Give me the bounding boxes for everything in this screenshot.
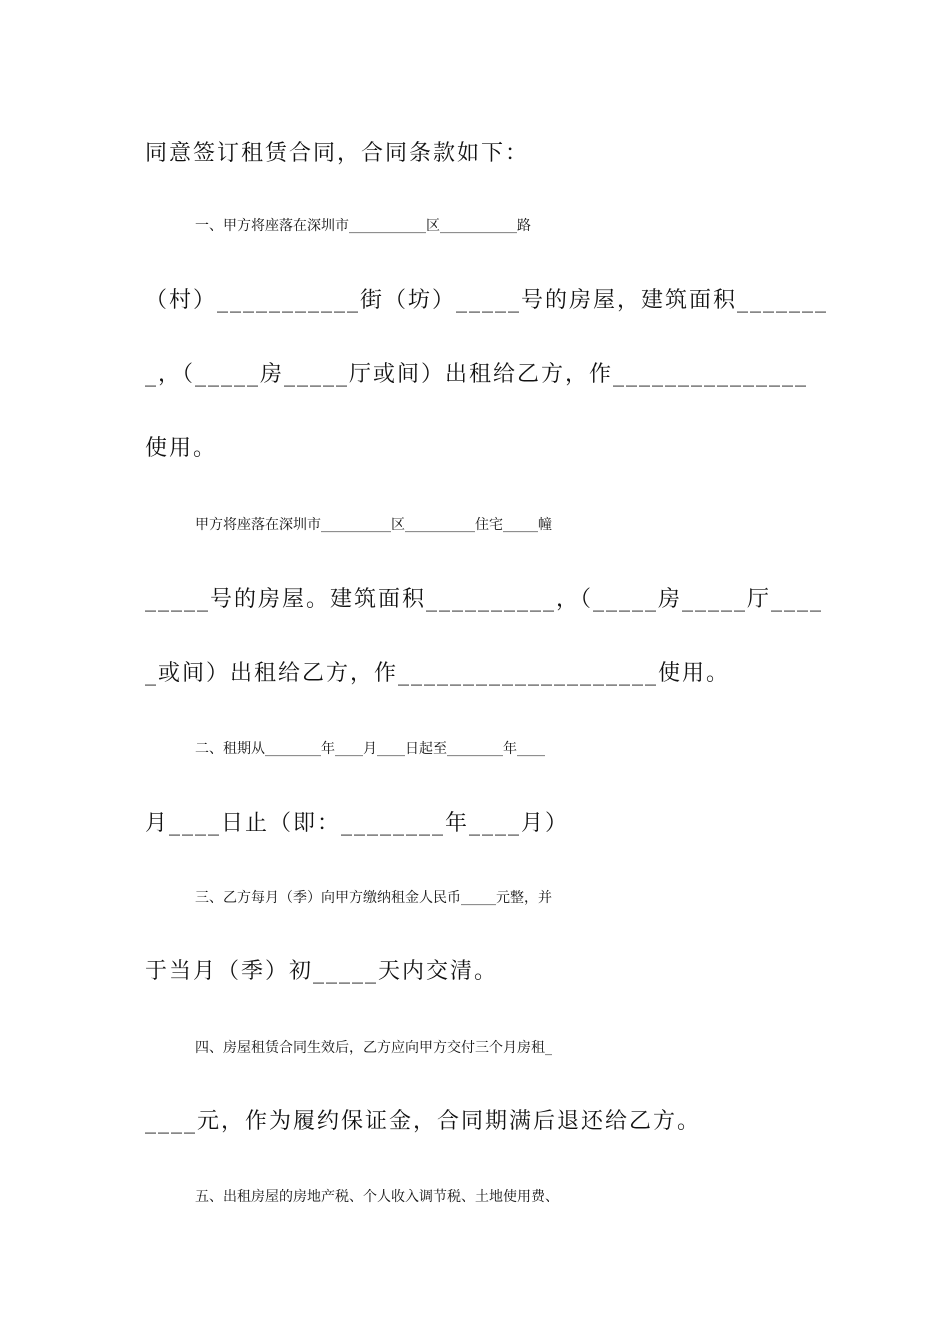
clause-3-line-2: 于当月（季）初_____天内交清。	[145, 959, 499, 984]
clause-2-line-2: 月____日止（即：________年____月）	[145, 811, 570, 836]
clause-1-line-2: （村）___________街（坊）_____号的房屋，建筑面积_______	[145, 288, 829, 313]
clause-1-line-1: 一、甲方将座落在深圳市___________区___________路	[195, 218, 531, 234]
clause-1-alt-line-3: _或间）出租给乙方，作____________________使用。	[145, 661, 731, 686]
contract-line-1: 同意签订租赁合同，合同条款如下：	[145, 141, 530, 166]
clause-1-alt-line-2: _____号的房屋。建筑面积__________，（_____房_____厅____	[145, 587, 824, 612]
clause-4-line-2: ____元，作为履约保证金，合同期满后退还给乙方。	[145, 1109, 702, 1134]
clause-2-line-1: 二、租期从________年____月____日起至________年____	[195, 741, 545, 757]
clause-1-alt-line-1: 甲方将座落在深圳市__________区__________住宅_____幢	[195, 517, 552, 533]
clause-1-line-4: 使用。	[145, 436, 218, 461]
clause-3-line-1: 三、乙方每月（季）向甲方缴纳租金人民币_____元整，并	[195, 890, 552, 906]
clause-5-line-1: 五、出租房屋的房地产税、个人收入调节税、土地使用费、	[195, 1189, 559, 1205]
clause-1-line-3: _，（_____房_____厅或间）出租给乙方，作_______________	[145, 362, 809, 387]
clause-4-line-1: 四、房屋租赁合同生效后，乙方应向甲方交付三个月房租_	[195, 1040, 552, 1056]
